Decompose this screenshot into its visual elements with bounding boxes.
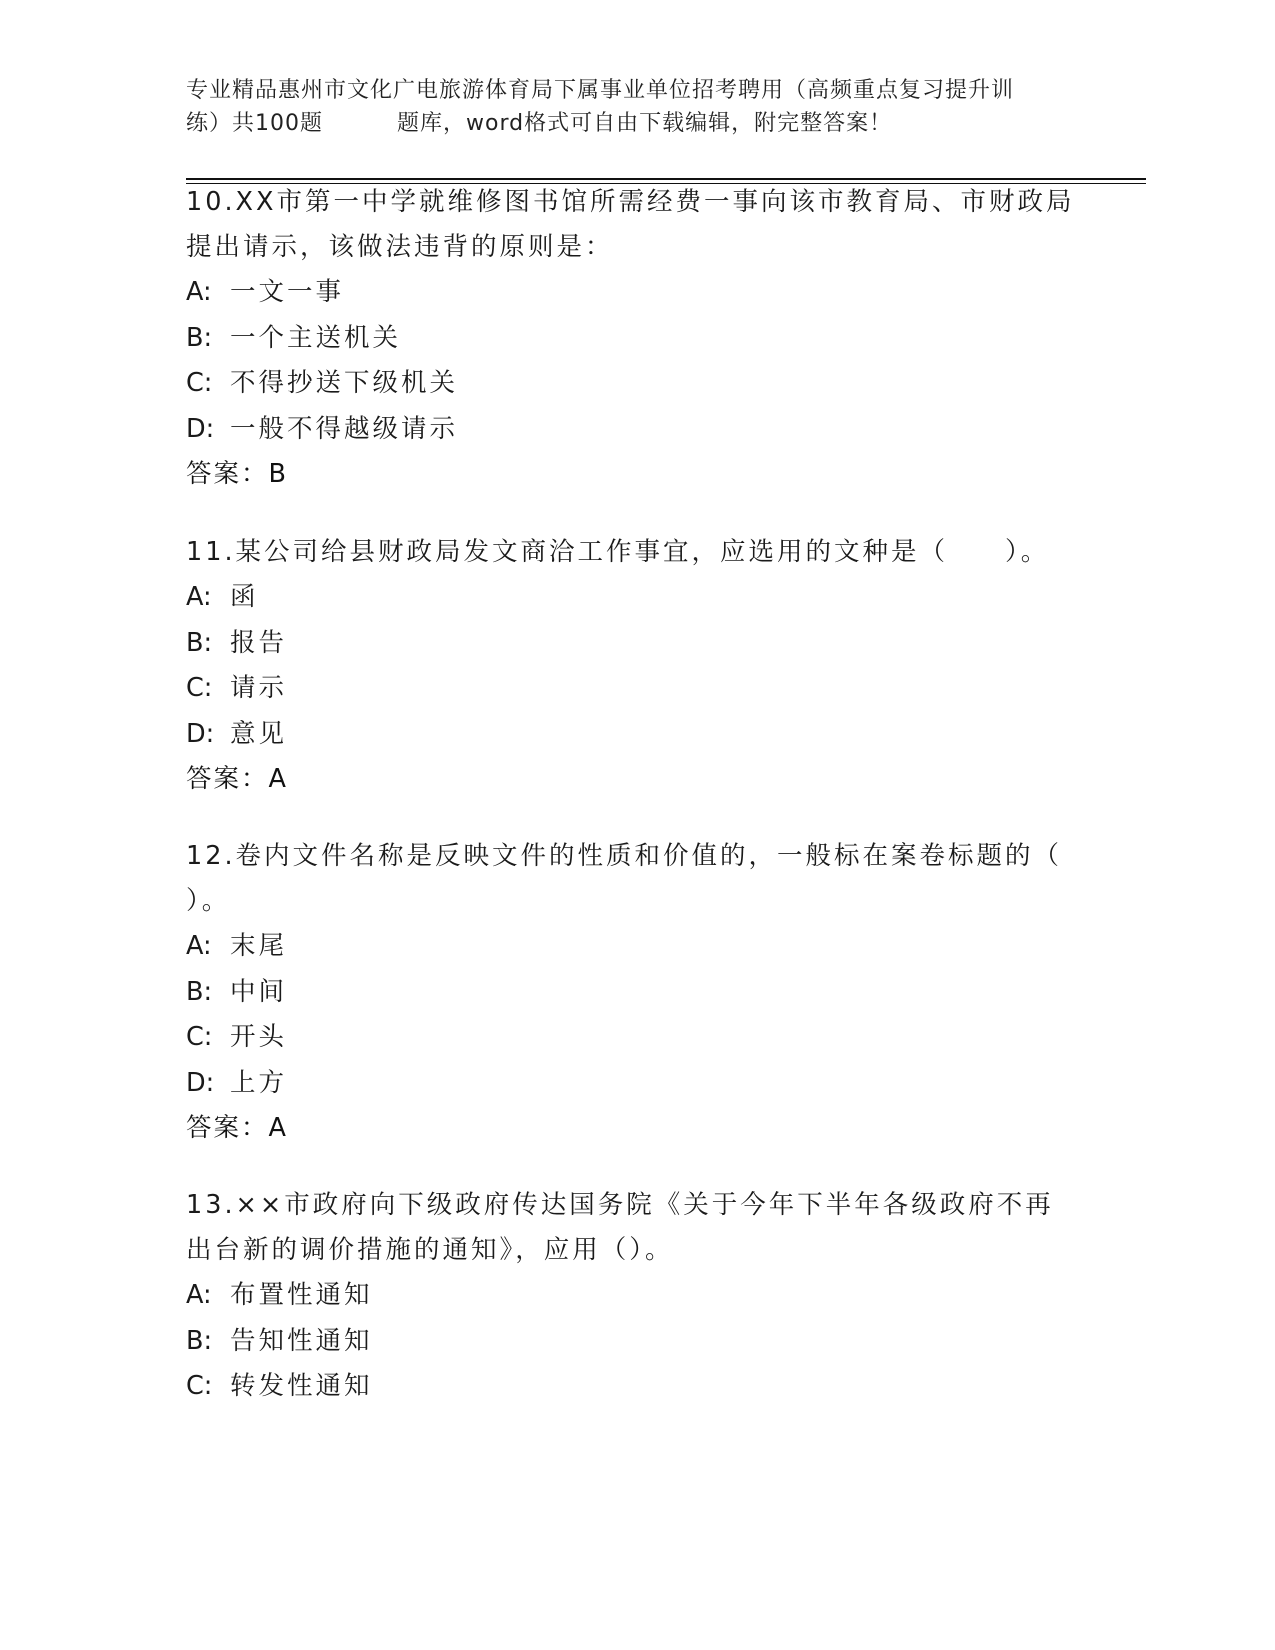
option-label: A: <box>186 931 212 961</box>
question-13 <box>186 1183 1086 1410</box>
option-label: D: <box>186 718 215 749</box>
option-d <box>186 407 1086 453</box>
option-b <box>186 621 1086 667</box>
option-label: B: <box>186 322 213 353</box>
option-label: A: <box>186 1280 212 1310</box>
option-a <box>186 270 1086 316</box>
option-a <box>186 1273 1086 1319</box>
answer: 答案：B <box>186 459 288 489</box>
option-text: 告知性通知 <box>230 1325 373 1356</box>
header-line-1: 专业精品惠州市文化广电旅游体育局下属事业单位招考聘用（高频重点复习提升训 <box>186 78 1015 103</box>
option-c <box>186 361 1086 407</box>
question-stem-line-1: 11.某公司给县财政局发文商洽工作事宜，应选用的文种是（ ）。 <box>186 537 1050 567</box>
document-header <box>186 74 1096 140</box>
option-text: 不得抄送下级机关 <box>230 368 459 398</box>
option-label: D: <box>186 413 215 444</box>
option-text: 一文一事 <box>230 277 345 307</box>
option-text: 末尾 <box>230 931 288 961</box>
question-10 <box>186 180 1086 497</box>
question-stem-line-1: 12.卷内文件名称是反映文件的性质和价值的，一般标在案卷标题的（ <box>186 841 1063 871</box>
answer: 答案：A <box>186 764 288 794</box>
option-c <box>186 1364 1086 1410</box>
option-label: A: <box>186 582 212 612</box>
question-stem-line-2: 出台新的调价措施的通知》，应用（）。 <box>186 1235 674 1265</box>
option-text: 请示 <box>230 673 288 703</box>
option-d <box>186 1061 1086 1107</box>
option-label: C: <box>186 1371 213 1401</box>
question-stem-line-1: 10.XX市第一中学就维修图书馆所需经费一事向该市教育局、市财政局 <box>186 187 1075 217</box>
option-b <box>186 970 1086 1016</box>
option-label: C: <box>186 368 213 398</box>
answer: 答案：A <box>186 1113 288 1143</box>
option-text: 中间 <box>230 976 288 1007</box>
option-text: 报告 <box>230 627 288 658</box>
header-line-2-right: 题库，word格式可自由下载编辑，附完整答案！ <box>397 111 893 136</box>
option-text: 布置性通知 <box>230 1280 373 1310</box>
option-text: 一般不得越级请示 <box>230 413 459 444</box>
option-b <box>186 316 1086 362</box>
option-label: C: <box>186 1022 213 1052</box>
header-line-2-left: 练）共100题 <box>186 111 323 136</box>
option-label: A: <box>186 277 212 307</box>
option-a <box>186 575 1086 621</box>
option-a <box>186 924 1086 970</box>
option-c <box>186 1015 1086 1061</box>
option-label: B: <box>186 627 213 658</box>
question-stem-line-2: ）。 <box>186 886 231 916</box>
question-stem-line-1: 13.××市政府向下级政府传达国务院《关于今年下半年各级政府不再 <box>186 1190 1054 1220</box>
option-c <box>186 666 1086 712</box>
question-11 <box>186 530 1086 802</box>
header-line-2 <box>186 107 1096 140</box>
option-text: 开头 <box>230 1022 288 1052</box>
option-text: 函 <box>230 582 259 612</box>
option-label: B: <box>186 1325 213 1356</box>
question-12 <box>186 834 1086 1151</box>
option-label: D: <box>186 1067 215 1098</box>
option-text: 转发性通知 <box>230 1371 373 1401</box>
option-text: 意见 <box>230 718 288 749</box>
option-b <box>186 1319 1086 1365</box>
option-text: 上方 <box>230 1067 288 1098</box>
option-label: C: <box>186 673 213 703</box>
option-label: B: <box>186 976 213 1007</box>
option-d <box>186 712 1086 758</box>
option-text: 一个主送机关 <box>230 322 402 353</box>
question-stem-line-2: 提出请示，该做法违背的原则是： <box>186 232 614 262</box>
